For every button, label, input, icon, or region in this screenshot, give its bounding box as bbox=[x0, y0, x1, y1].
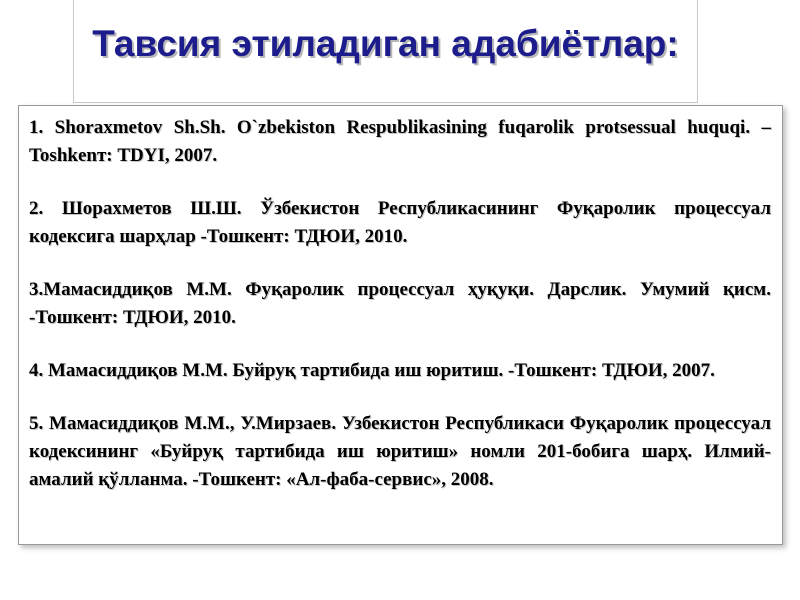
references-list bbox=[18, 105, 783, 545]
reference-item-3: 3.Мамасиддиқов М.М. Фуқаролик процессуал ҳуқуқи. Дарслик. Умумий қисм. -Тошкент: ТДЮИ, 2010. bbox=[29, 279, 771, 328]
reference-item-1: 1. Shoraxmetov Sh.Sh. O`zbekiston Respublikasining fuqarolik protsessual huquqi. –Toshkenт: TDYI, 2007. bbox=[29, 117, 771, 166]
title-box bbox=[73, 0, 698, 103]
reference-item-5: 5. Мамасиддиқов М.М., У.Мирзаев. Узбекистон Республикаси Фуқаролик процессуал кодексининг «Буйруқ тартибида иш юритиш» номли 201-бобига шарҳ. Илмий-амалий қўлланма. -Тошкент: «Ал-фаба-сервис», 2008. bbox=[29, 413, 771, 490]
reference-item-2: 2. Шорахметов Ш.Ш. Ўзбекистон Республикасининг Фуқаролик процессуал кодексига шарҳлар -Тошкент: ТДЮИ, 2010. bbox=[29, 198, 771, 247]
page-title: Тавсия этиладиган адабиётлар: bbox=[92, 23, 679, 64]
reference-item-4: 4. Мамасиддиқов М.М. Буйруқ тартибида иш юритиш. -Тошкент: ТДЮИ, 2007. bbox=[29, 360, 715, 381]
